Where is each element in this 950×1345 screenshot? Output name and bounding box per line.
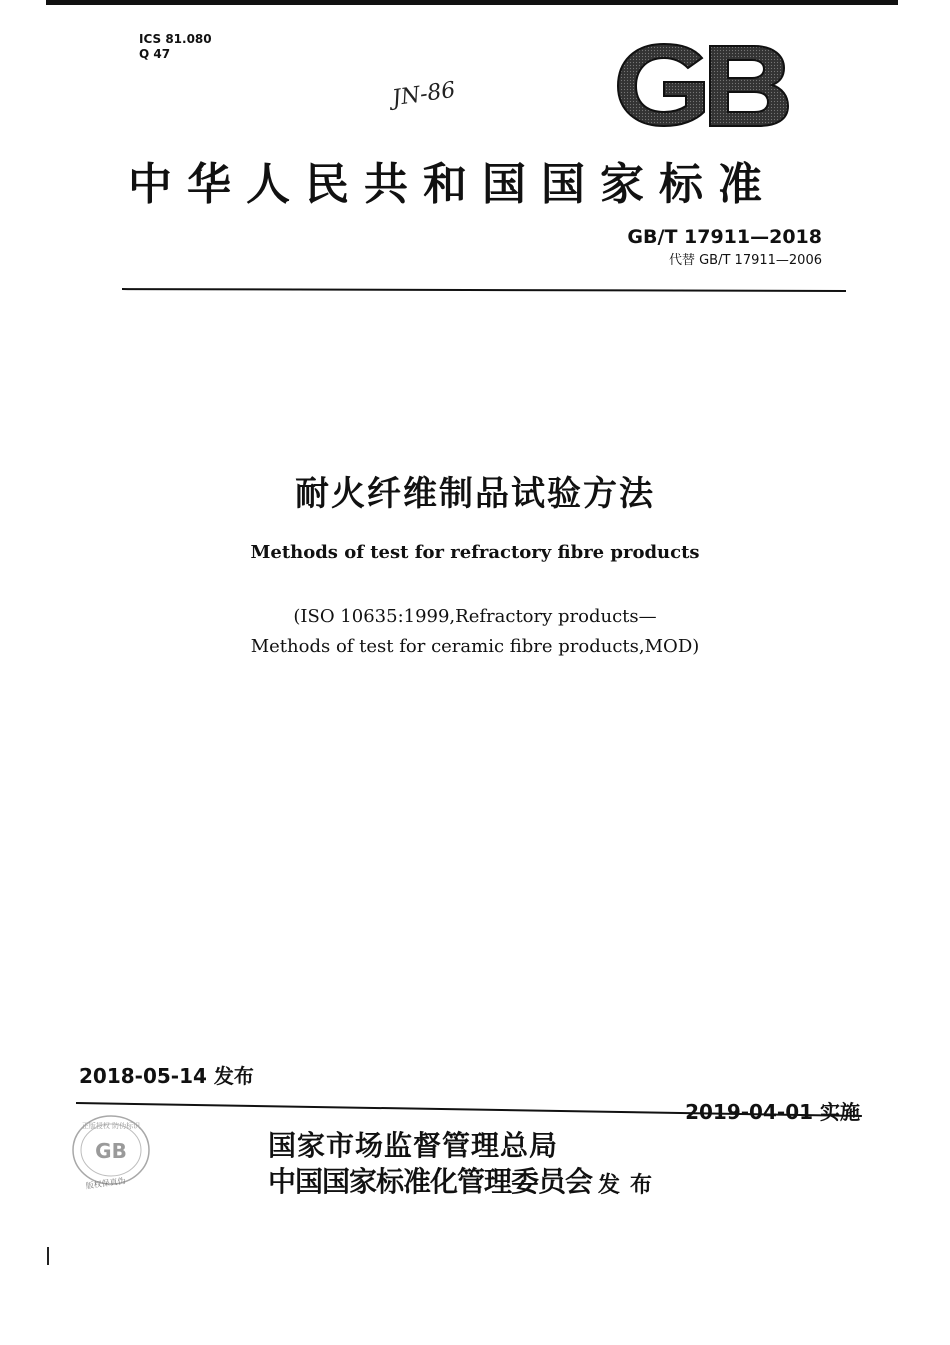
document-title-cn: 耐火纤维制品试验方法 <box>295 474 655 514</box>
national-standard-title: 中华人民共和国国家标准 <box>128 159 777 210</box>
document-title-en: Methods of test for refractory fibre products <box>250 542 700 563</box>
issue-label: 发布 <box>598 1172 663 1198</box>
margin-mark <box>47 1247 49 1265</box>
issuer-sac: 中国国家标准化管理委员会 <box>268 1165 593 1198</box>
gb-logo-icon <box>614 40 790 130</box>
standard-number: GB/T 17911—2018 <box>627 226 822 248</box>
seal-bottom-text: 版权保真伪 <box>85 1176 127 1191</box>
classification-block <box>139 32 212 62</box>
seal-logo-text: GB <box>95 1139 127 1163</box>
ics-code: ICS 81.080 <box>139 32 212 46</box>
release-date: 2018-05-14 发布 <box>79 1064 254 1088</box>
header-divider <box>122 288 846 292</box>
reference-line-2: Methods of test for ceramic fibre products,MOD) <box>250 636 700 657</box>
reference-line-1: (ISO 10635:1999,Refractory products— <box>293 606 657 627</box>
seal-top-text: 正版授权 防伪标识 <box>81 1122 141 1130</box>
top-border-line <box>46 0 898 5</box>
replaces-standard: 代替 GB/T 17911—2006 <box>668 253 822 268</box>
standard-number-block <box>627 226 822 268</box>
ccs-code: Q 47 <box>139 47 171 61</box>
issuer-samr: 国家市场监督管理总局 <box>268 1129 559 1162</box>
handwritten-note: JN-86 <box>390 77 457 112</box>
reference-standard <box>0 602 950 662</box>
issuing-authorities <box>268 1128 592 1200</box>
implementation-date: 2019-04-01 实施 <box>685 1100 860 1124</box>
authenticity-seal-icon <box>62 1106 160 1196</box>
